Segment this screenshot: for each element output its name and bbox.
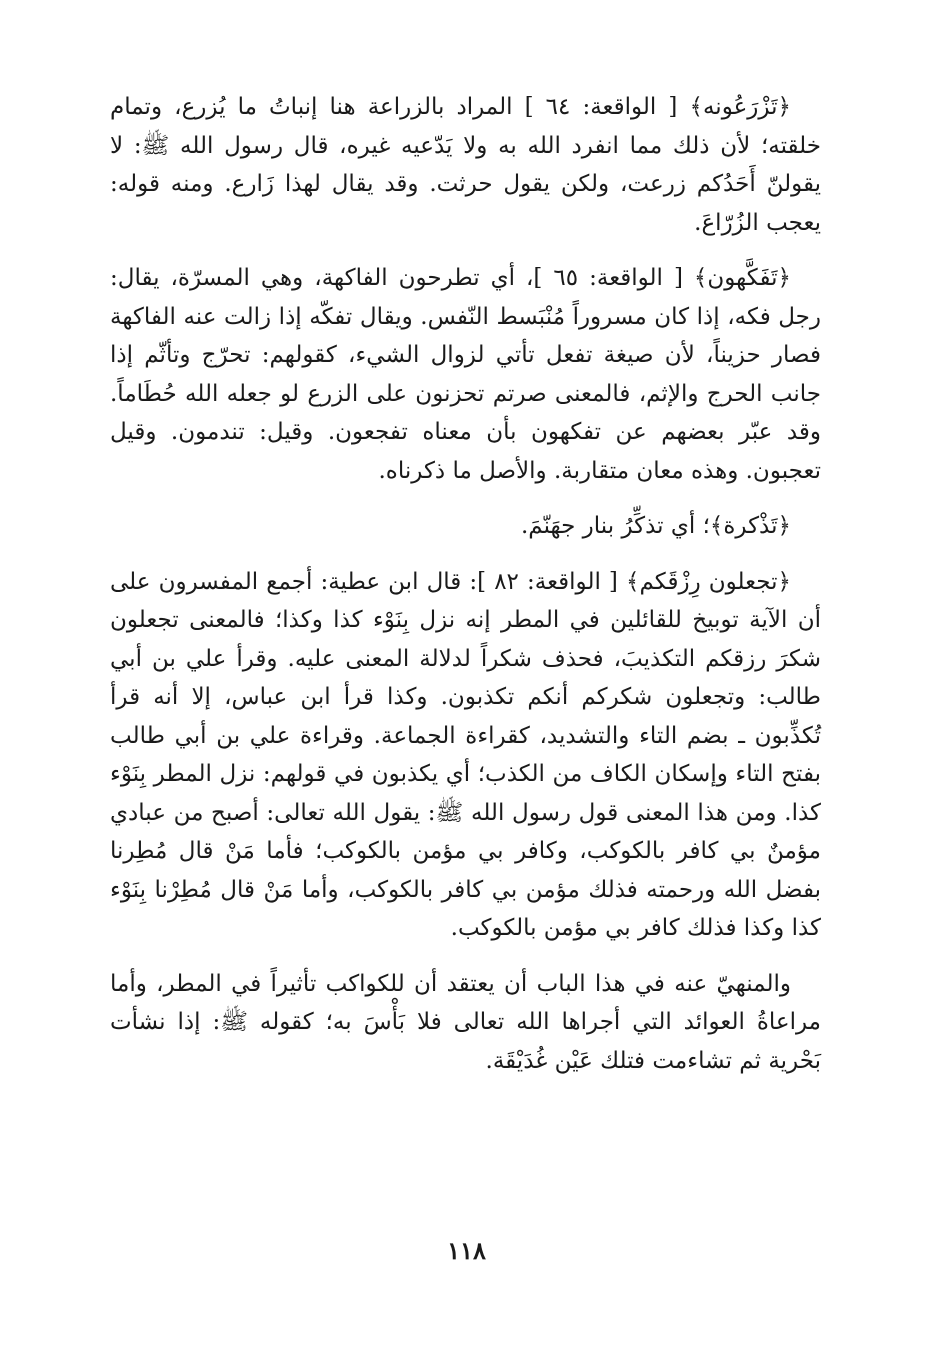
page-body (110, 88, 821, 1080)
paragraph-tadhkira: ﴿تَذْكرة﴾؛ أي تذكِّرُ بنار جهَنّمَ. (520, 513, 791, 539)
paragraph-almanhi-anhu: والمنهيّ عنه في هذا الباب أن يعتقد أن للكواكب تأثيراً في المطر، وأما مراعاةُ العوائد التي أجراها الله تعالى فلا بَأْسَ به؛ كقوله ﷺ: إذا نشأت بَحْرية ثم تشاءمت فتلك عَيْن غُدَيْقَة. (110, 970, 821, 1074)
paragraph-tafakkahoun: ﴿تَفَكَّهون﴾ [ الواقعة: ٦٥ ]، أي تطرحون الفاكهة، وهي المسرّة، يقال: رجل فكه، إذا كان مسروراً مُنْبَسط النّفس. ويقال تفكّه إذا زالت عنه الفاكهة فصار حزيناً، لأن صيغة تفعل تأتي لزوال الشيء، كقولهم: تحرّج وتأثّم إذا جانب الحرج والإثم، فالمعنى صرتم تحزنون على الزرع لو جعله الله حُطَاماً. وقد عبّر بعضهم عن تفكهون بأن معناه تفجعون. وقيل: تندمون. وقيل تعجبون. وهذه معان متقاربة. والأصل ما ذكرناه. (110, 265, 821, 484)
paragraph-tazraoun: ﴿تَزْرَعُونه﴾ [ الواقعة: ٦٤ ] المراد بالزراعة هنا إنباتُ ما يُزرع، وتمام خلقته؛ لأن ذلك مما انفرد الله به ولا يَدّعيه غيره، قال رسول الله ﷺ: لا يقولنّ أَحَدُكم زرعت، ولكن يقول حرثت. وقد يقال لهذا زَارع. ومنه قوله: يعجب الزُرّاعَ. (110, 94, 821, 236)
paragraph-tajaloun-rizqakum: ﴿تجعلون رِزْقَكم﴾ [ الواقعة: ٨٢ ]: قال ابن عطية: أجمع المفسرون على أن الآية توبيخ للقائلين في المطر إنه نزل بِنَوْء كذا وكذا؛ فالمعنى تجعلون شكرَ رزقكم التكذيبَ، فحذف شكراً لدلالة المعنى عليه. وقرأ علي بن أبي طالب: وتجعلون شكركم أنكم تكذبون. وكذا قرأ ابن عباس، إلا أنه قرأ تُكذِّبون ـ بضم التاء والتشديد، كقراءة الجماعة. وقراءة علي بن أبي طالب بفتح التاء وإسكان الكاف من الكذب؛ أي يكذبون في قولهم: نزل المطر بِنَوْء كذا. ومن هذا المعنى قول رسول الله ﷺ: يقول الله تعالى: أصبح من عبادي مؤمنٌ بي كافر بالكوكب، وكافر بي مؤمن بالكوكب؛ فأما مَنْ قال مُطِرنا بفضل الله ورحمته فذلك مؤمن بي كافر بالكوكب، وأما مَنْ قال مُطِرْنا بِنَوْء كذا وكذا فذلك كافر بي مؤمن بالكوكب. (110, 568, 821, 941)
page-number: ١١٨ (447, 1236, 486, 1265)
